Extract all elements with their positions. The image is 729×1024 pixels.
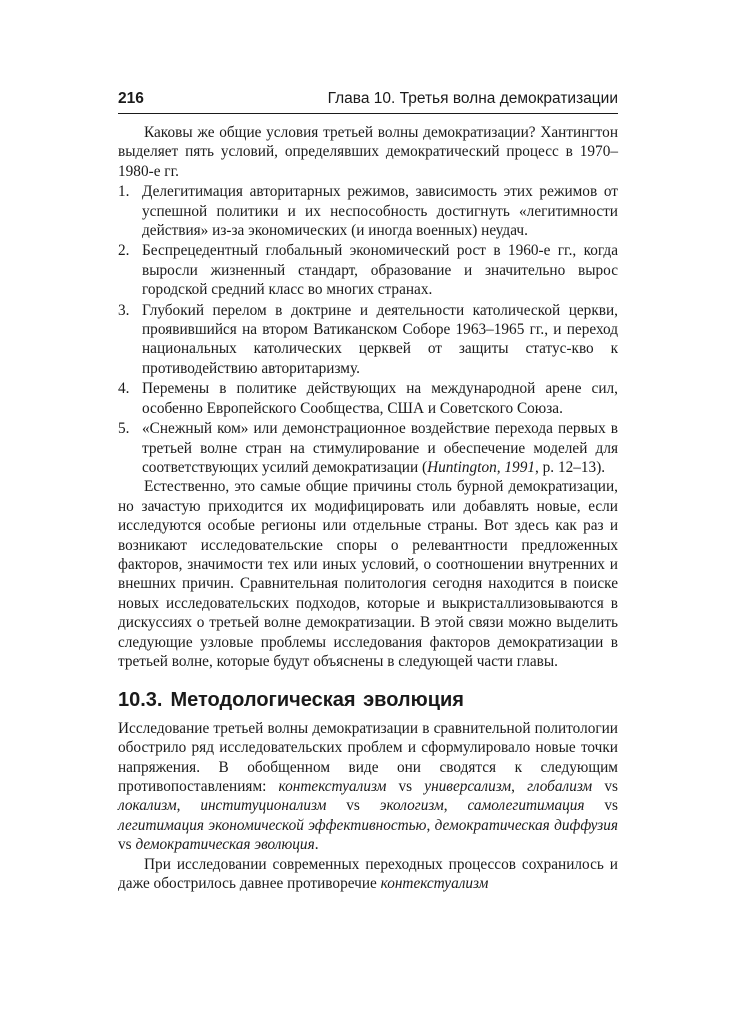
page-body <box>118 123 618 893</box>
punctuation: , <box>426 816 435 834</box>
term: самолегитимация <box>467 797 585 815</box>
book-page <box>118 90 618 893</box>
section-title: Методологическая эволюция <box>170 689 464 712</box>
list-item-text: Беспрецедентный глобальный экономический рост в 1960-е гг., когда выросли жизненный стандарт, образование и значительно вырос городской средний класс во многих странах. <box>142 242 618 299</box>
punctuation: , <box>443 797 468 815</box>
page-number: 216 <box>118 90 144 107</box>
list-item <box>118 379 618 418</box>
citation-pages: , p. 12–13). <box>535 458 606 476</box>
term: контекстуализм <box>278 778 387 795</box>
running-header <box>118 90 618 114</box>
term: глобализм <box>527 778 593 795</box>
term: локализм <box>118 797 177 815</box>
citation: Huntington, 1991 <box>427 458 535 476</box>
list-item-text: Перемены в политике действующих на международной арене сил, особенно Европейского Сообщества, США и Советского Союза. <box>142 380 618 417</box>
paragraph-text: При исследовании современных переходных процессов сохранилось и даже обострилось давнее противоречие <box>118 855 618 893</box>
body-paragraph <box>118 719 618 855</box>
list-item-text: Глубокий перелом в доктрине и деятельности католической церкви, проявившийся на втором Ватиканском Соборе 1963–1965 гг., и переход национальных католических церквей от защиты статус-кво к противодействию авторитаризму. <box>142 301 618 377</box>
vs-separator: vs <box>592 778 618 795</box>
term: институционализм <box>200 797 327 815</box>
section-heading <box>118 691 618 710</box>
list-item <box>118 241 618 299</box>
punctuation: , <box>511 778 528 795</box>
intro-paragraph: Каковы же общие условия третьей волны демократизации? Хантингтон выделяет пять условий, определявших демократический процесс в 1970–1980-е гг. <box>118 124 618 180</box>
conditions-list <box>118 182 618 477</box>
list-item-number: 2. <box>118 242 130 260</box>
body-paragraph: Естественно, это самые общие причины столь бурной демократизации, но зачастую приходится их модифицировать или добавлять новые, если исследуются особые регионы или отдельные страны. Вот здесь как раз и возникают исследовательские споры о релевантности предложенных факторов, значимости тех или иных условий, о соотношении внутренних и внешних причин. Сравнительная политология сегодня находится в поиске новых исследовательских подходов, которые и выкристаллизовываются в дискуссиях о третьей волне демократизации. В этой связи можно выделить следующие узловые проблемы исследования факторов демократизации в третьей волне, которые будут объяснены в следующей части главы. <box>118 478 618 670</box>
section-number: 10.3. <box>118 689 163 712</box>
list-item <box>118 182 618 240</box>
paragraph-text: Исследование третьей волны демократизации в сравнительной политологии обострило ряд исследовательских проблем и сформулировало новые точки напряжения. В обобщенном виде они сводятся к следующим противопоставлениям: <box>118 719 618 795</box>
list-item-number: 3. <box>118 301 130 319</box>
list-item <box>118 419 618 477</box>
term: экологизм <box>379 797 444 815</box>
list-item-text: «Снежный ком» или демонстрационное воздействие перехода первых в третьей волне стран на стимулирование и обеспечение моделей для соответствующих усилий демократизации ( <box>142 420 618 476</box>
running-title: Глава 10. Третья волна демократизации <box>327 90 618 107</box>
list-item-number: 4. <box>118 380 130 398</box>
vs-separator: vs <box>584 797 618 815</box>
vs-separator: vs <box>118 836 136 854</box>
vs-separator: vs <box>386 778 425 795</box>
punctuation: . <box>314 836 319 854</box>
list-item-number: 1. <box>118 183 130 201</box>
term: демократическая диффузия <box>434 816 618 834</box>
list-item <box>118 301 618 379</box>
body-paragraph <box>118 855 618 894</box>
vs-separator: vs <box>326 797 380 815</box>
term: легитимация экономической эффективностью <box>118 816 427 834</box>
term: демократическая эволюция <box>135 836 315 854</box>
punctuation: , <box>176 797 201 815</box>
term: контекстуализм <box>380 875 489 893</box>
list-item-number: 5. <box>118 420 130 438</box>
list-item-text: Делегитимация авторитарных режимов, зависимость этих режимов от успешной политики и их неспособность достигнуть «легитимности действия» из-за экономических (и иногда военных) неудач. <box>142 183 618 240</box>
term: универсализм <box>424 778 512 795</box>
